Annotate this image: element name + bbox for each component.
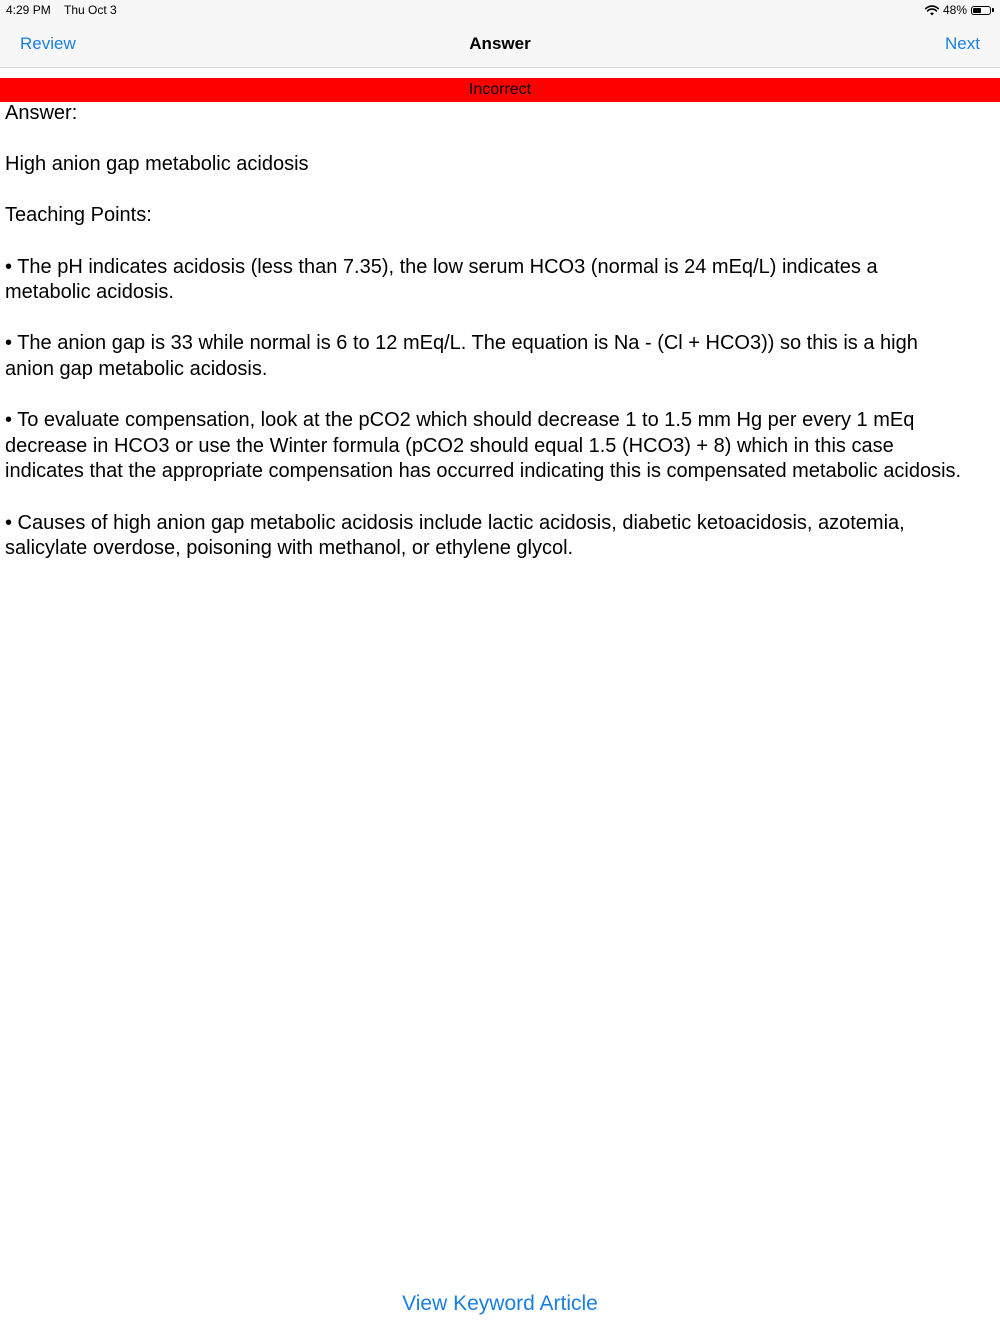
teaching-point: • Causes of high anion gap metabolic acidosis include lactic acidosis, diabetic ketoacidosis, azotemia, salicylate overdose, poisoning with methanol, or ethylene glycol. xyxy=(5,511,905,560)
page-title: Answer xyxy=(469,34,531,53)
answer-text: High anion gap metabolic acidosis xyxy=(5,153,309,176)
status-date: Thu Oct 3 xyxy=(64,3,117,17)
battery-percent: 48% xyxy=(942,3,967,17)
teaching-points-heading: Teaching Points: xyxy=(5,204,152,227)
status-indicators xyxy=(925,0,994,20)
next-button[interactable]: Next xyxy=(945,34,980,53)
answer-heading: Answer: xyxy=(5,102,78,124)
teaching-point: • To evaluate compensation, look at the pCO2 which should decrease 1 to 1.5 mm Hg per every 1 mEq decrease in HCO3 or use the Winter formula (pCO2 should equal 1.5 (HCO3) + 8) which in this case indicates that the appropriate compensation has occurred indicating this is compensated metabolic acidosis. xyxy=(5,409,962,483)
view-keyword-article-link[interactable]: View Keyword Article xyxy=(402,1292,598,1315)
wifi-icon xyxy=(925,5,939,16)
result-banner: Incorrect xyxy=(0,78,1000,102)
teaching-point: • The anion gap is 33 while normal is 6 to 12 mEq/L. The equation is Na - (Cl + HCO3)) so this is a high anion gap metabolic acidosis. xyxy=(5,332,918,380)
status-bar xyxy=(0,0,1000,20)
answer-content xyxy=(5,101,965,587)
status-time: 4:29 PM xyxy=(6,3,51,17)
teaching-point: • The pH indicates acidosis (less than 7.35), the low serum HCO3 (normal is 24 mEq/L) indicates a metabolic acidosis. xyxy=(5,255,878,304)
review-button[interactable]: Review xyxy=(20,34,76,53)
battery-icon xyxy=(971,6,994,15)
navigation-bar xyxy=(0,20,1000,68)
